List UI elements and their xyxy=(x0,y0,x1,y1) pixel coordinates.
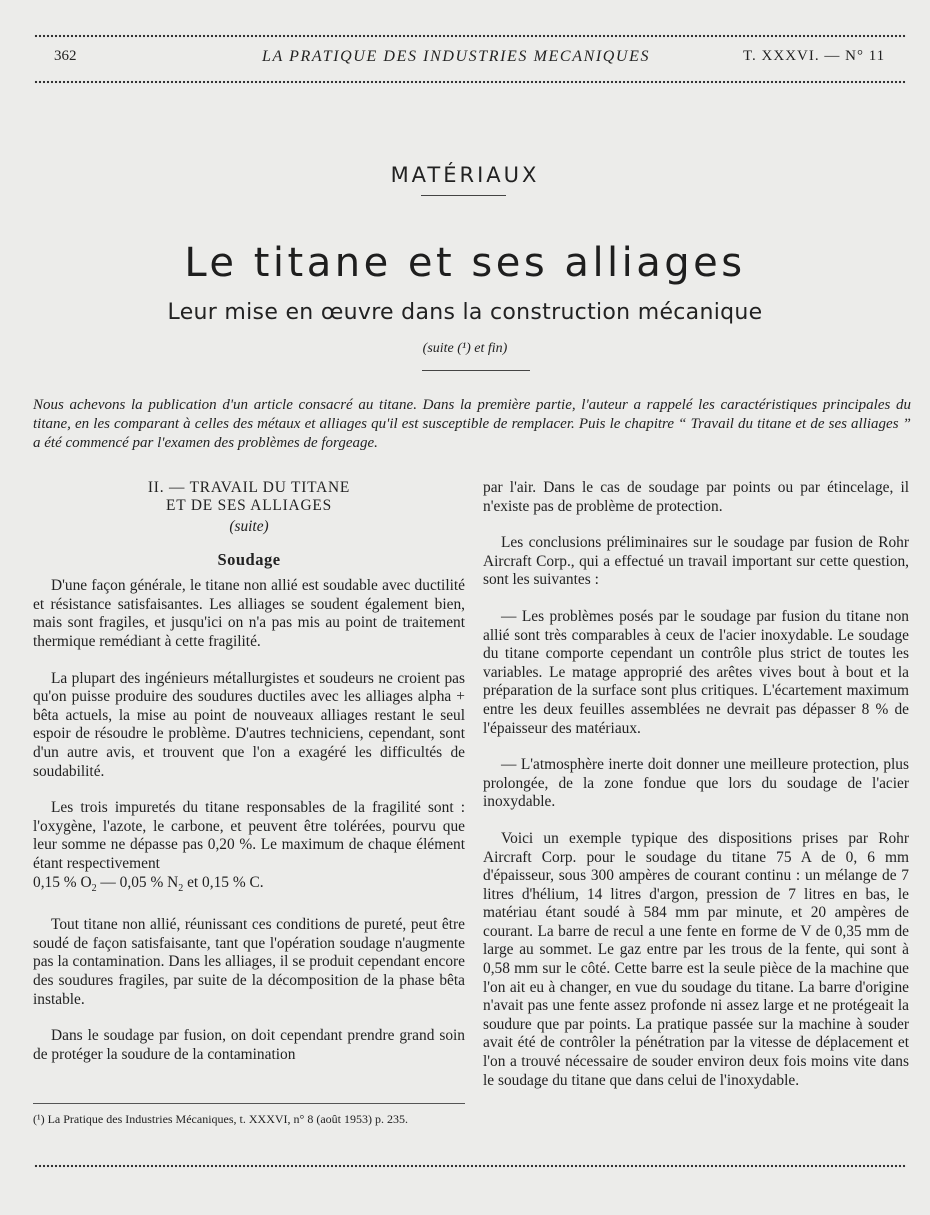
paragraph: Les conclusions préliminaires sur le soudage par fusion de Rohr Aircraft Corp., qui a effectué un travail important sur cette question, sont les suivantes : xyxy=(483,534,909,589)
header-dotted-rule xyxy=(34,80,906,84)
paragraph: — Les problèmes posés par le soudage par fusion du titane non allié sont très comparables à ceux de l'acier inoxydable. Le soudage du titane comporte cependant un contrôle plus strict de toutes les variables. Le matage approprié des arêtes vives bout à bout et la préparation de la surface sont plus critiques. L'écartement maximum entre les deux feuilles assemblées ne devrait pas dépasser 8 % de l'épaisseur des matériaux. xyxy=(483,607,909,737)
continuation-note: (suite (¹) et fin) xyxy=(422,341,508,356)
paragraph-impurities xyxy=(33,799,465,898)
bottom-dotted-rule xyxy=(34,1164,906,1168)
chapter-subnote: (suite) xyxy=(229,518,269,535)
paragraph-text: Les trois impuretés du titane responsables de la fragilité sont : l'oxygène, l'azote, le carbone, et peuvent être tolérées, pourvu que leur somme ne dépasse pas 0,20 %. Le maximum de chaque élément étant respectivement xyxy=(33,799,465,872)
paragraph: — L'atmosphère inerte doit donner une meilleure protection, plus prolongée, de la zone fondue que lors du soudage de l'acier inoxydable. xyxy=(483,756,909,811)
page-number: 362 xyxy=(54,48,77,64)
paragraph: Voici un exemple typique des dispositions prises par Rohr Aircraft Corp. pour le soudage du titane 75 A de 0, 6 mm d'épaisseur, sous 300 ampères de courant continu : un mélange de 7 litres d'hélium, 14 litres d'argon, pression de 7 litres en bas, le matériau étant soudé à 584 mm par minute, et 20 ampères de courant. La barre de recul a une fente en forme de V de 0,35 mm de large au sommet. Le gaz entre par les trous de la fente, qui sont à 0,58 mm sur le côté. Cette barre est la seule pièce de la machine que l'on ait eu à changer, en vue du soudage du titane. La barre d'origine n'avait pas une fente assez profonde ni assez large et ne protégeait la soudure que par points. La pratique passée sur la machine à souder avait été de contrôler la pénétration par la vitesse de déplacement et l'on a trouvé nécessaire de souder environ deux fois moins vite dans le soudage du titane que dans celui de l'inoxydable. xyxy=(483,829,909,1089)
intro-paragraph: Nous achevons la publication d'un article consacré au titane. Dans la première partie, l'auteur a rappelé les caractéristiques principales du titane, en les comparant à celles des métaux et alliages qu'il est susceptible de remplacer. Puis le chapitre “ Travail du titane et de ses alliages ” a été commencé par l'examen des problèmes de forgeage. xyxy=(33,397,911,451)
paragraph: D'une façon générale, le titane non allié est soudable avec ductilité et résistance satisfaisantes. Les alliages se soudent également bien, mais sont fragiles, et jusqu'ici on n'a pas mis au point de traitement thermique remédiant à cette fragilité. xyxy=(33,577,465,650)
section-label: MATÉRIAUX xyxy=(390,163,540,187)
paragraph: La plupart des ingénieurs métallurgistes et soudeurs ne croient pas qu'on puisse produire des soudures ductiles avec les alliages alpha + bêta actuels, la mise au point de nouveaux alliages restant le seul espoir de résoudre le problème. D'autres techniciens, cependant, sont d'un autre avis, et trouvent que l'on a exagéré les difficultés de soudabilité. xyxy=(33,669,465,780)
paragraph: Tout titane non allié, réunissant ces conditions de pureté, peut être soudé de façon satisfaisante, tant que l'opération soudage n'augmente pas la contamination. Dans les alliages, il se produit cependant encore des soudures fragiles, par suite de la décomposition de la phase bêta instable. xyxy=(33,916,465,1008)
chapter-heading-line2: ET DE SES ALLIAGES xyxy=(166,497,332,514)
top-dotted-rule xyxy=(34,34,906,38)
journal-title: LA PRATIQUE DES INDUSTRIES MECANIQUES xyxy=(262,48,651,65)
issue-reference: T. XXXVI. — N° 11 xyxy=(743,48,886,64)
article-subtitle: Leur mise en œuvre dans la construction mécanique xyxy=(167,300,763,325)
section-underline xyxy=(421,195,506,196)
article-title: Le titane et ses alliages xyxy=(184,240,746,286)
left-column xyxy=(33,479,465,1082)
subtitle-underline xyxy=(422,370,530,371)
footnote: (¹) La Pratique des Industries Mécaniques, t. XXXVI, n° 8 (août 1953) p. 235. xyxy=(33,1112,408,1126)
paragraph: Dans le soudage par fusion, on doit cependant prendre grand soin de protéger la soudure de la contamination xyxy=(33,1027,465,1063)
right-column xyxy=(483,479,909,1108)
paragraph: par l'air. Dans le cas de soudage par points ou par étincelage, il n'existe pas de problème de protection. xyxy=(483,479,909,515)
subheading-soudage: Soudage xyxy=(217,549,281,569)
impurity-formula: 0,15 % $O_2$ — 0,05 % $N_2$ et 0,15 % C. xyxy=(33,873,264,894)
chapter-heading-line1: II. — TRAVAIL DU TITANE xyxy=(147,479,351,496)
footnote-rule xyxy=(33,1103,465,1104)
